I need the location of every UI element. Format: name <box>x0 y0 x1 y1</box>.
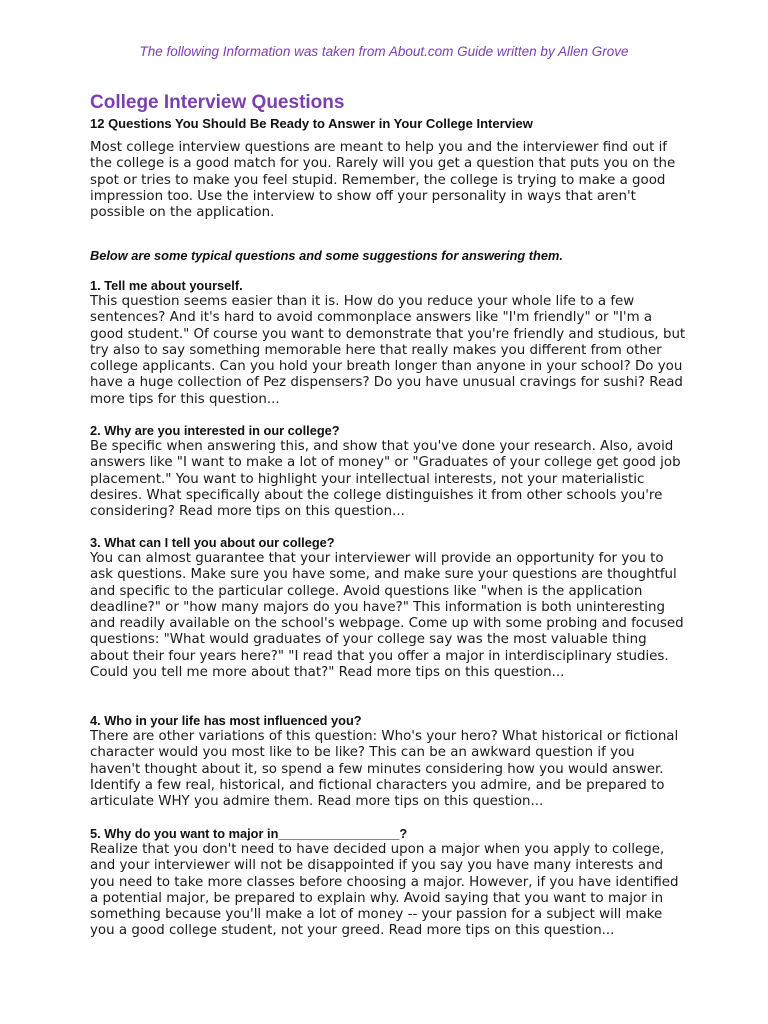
question-answer: Realize that you don't need to have decided upon a major when you apply to college, and your interviewer will not be disappointed if you say you have many interests and you need to take more classes before choosing a major. However, if you have identified a potential major, be prepared to explain why. Avoid saying that you want to major in something because you'll make a lot of money -- your passion for a subject will make you a good college student, not your greed. Read more tips on this question... <box>90 842 679 939</box>
question-1 <box>90 278 686 408</box>
lead-sentence: Below are some typical questions and some suggestions for answering them. <box>90 248 563 263</box>
question-heading: 5. Why do you want to major in_________________? <box>90 826 408 841</box>
question-2 <box>90 423 686 520</box>
question-answer: There are other variations of this question: Who's your hero? What historical or fictional character would you most like to be like? This can be an awkward question if you haven't thought about it, so spend a few minutes considering how you would answer. Identify a few real, historical, and fictional characters you admire, and be prepared to articulate WHY you admire them. Read more tips on this question... <box>90 729 679 810</box>
question-heading: 4. Who in your life has most influenced you? <box>90 713 362 728</box>
question-4 <box>90 713 686 810</box>
question-5 <box>90 826 686 940</box>
intro-paragraph: Most college interview questions are meant to help you and the interviewer find out if the college is a good match for you. Rarely will you get a question that puts you on the spot or tries to make you feel stupid. Remember, the college is trying to make a good impression too. Use the interview to show off your personality in ways that aren't possible on the application. <box>90 140 676 221</box>
document-title: College Interview Questions <box>90 92 345 113</box>
question-answer: You can almost guarantee that your interviewer will provide an opportunity for you to ask questions. Make sure you have some, and make sure your questions are thoughtful and specific to the particular college. Avoid questions like "when is the application deadline?" or "how many majors do you have?" This information is both uninteresting and readily available on the school's webpage. Come up with some probing and focused questions: "What would graduates of your college say was the most valuable thing about their four years here?" "I read that you offer a major in interdisciplinary studies. Could you tell me more about that?" Read more tips on this question... <box>90 551 684 681</box>
question-heading: 3. What can I tell you about our college? <box>90 535 335 550</box>
question-answer: This question seems easier than it is. How do you reduce your whole life to a few sentences? And it's hard to avoid commonplace answers like "I'm friendly" or "I'm a good student." Of course you want to demonstrate that you're friendly and studious, but try also to say something memorable here that really makes you different from other college applicants. Can you hold your breath longer than anyone in your school? Do you have a huge collection of Pez dispensers? Do you have unusual cravings for sushi? Read more tips for this question... <box>90 294 686 407</box>
question-heading: 2. Why are you interested in our college? <box>90 423 340 438</box>
source-note: The following Information was taken from About.com Guide written by Allen Grove <box>139 44 629 59</box>
question-3 <box>90 535 686 681</box>
question-heading: 1. Tell me about yourself. <box>90 278 243 293</box>
question-answer: Be specific when answering this, and show that you've done your research. Also, avoid answers like "I want to make a lot of money" or "Graduates of your college get good job placement." You want to highlight your intellectual interests, not your materialistic desires. What specifically about the college distinguishes it from other schools you're considering? Read more tips on this question... <box>90 439 681 520</box>
document-subtitle: 12 Questions You Should Be Ready to Answer in Your College Interview <box>90 116 533 131</box>
